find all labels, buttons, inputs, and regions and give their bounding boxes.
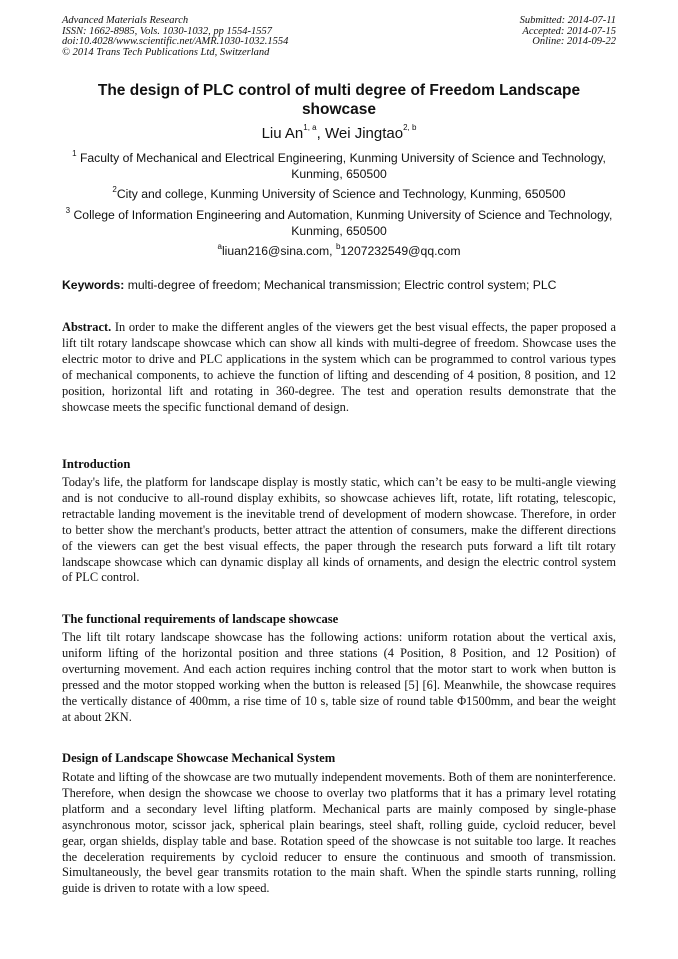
abstract-label: Abstract. [62,320,112,334]
keywords-text: multi-degree of freedom; Mechanical transmission; Electric control system; PLC [124,278,557,292]
author-list [62,125,616,143]
section-heading-mechanical-system: Design of Landscape Showcase Mechanical System [62,751,336,765]
journal-issn: ISSN: 1662-8985, Vols. 1030-1032, pp 1554-1557 [62,25,272,37]
paper-title: The design of PLC control of multi degree of Freedom Landscape showcase [97,82,581,118]
section-text-mechanical-system: Rotate and lifting of the showcase are two mutually independent movements. Both of them are noninterference. Therefore, when design the showcase we choose to overlay two platforms that it has a primary level rotating platform and a secondary level lifting platform. Mechanical parts are mainly composed by single-phase asynchronous motor, scissor jack, spherical plain bearings, steel shaft, rolling guide, cycloid reducer, bevel gear, organ shields, display table and base. Rotation speed of the showcase is not suitable too large. It reaches the deceleration requirements by cycloid reducer to ensure the continuous and smooth of transmission. Simultaneously, the bevel gear transmits rotation to the main shaft. When the spindle starts running, rolling guide is driven to rotate with a low speed. [62,770,616,896]
keywords-label: Keywords: [62,278,125,292]
journal-info [62,16,288,58]
keywords [62,278,616,293]
email-a-sup: a [217,242,222,251]
affiliation-1-text: Faculty of Mechanical and Electrical Engineering, Kunming University of Science and Technology, Kunming, 650500 [79,151,606,181]
submitted-date: Submitted: 2014-07-11 [519,15,616,26]
affiliation-3-text: College of Information Engineering and Automation, Kunming University of Science and Technology, Kunming, 650500 [73,208,613,238]
author-1-sup: 1, a [303,123,317,132]
affiliation-1-sup: 1 [72,149,77,158]
email-a: liuan216@sina.com, [221,244,336,258]
author-2-sup: 2, b [403,123,417,132]
affiliation-2-sup: 2 [112,185,117,194]
journal-name: Advanced Materials Research [62,15,189,26]
affiliation-3 [62,208,616,239]
affiliation-1 [62,151,616,182]
email-b-sup: b [335,242,341,251]
affiliation-3-sup: 3 [65,206,71,215]
dates-info [520,16,616,48]
author-2: Wei Jingtao [324,125,404,142]
email-b: 1207232549@qq.com [340,244,461,258]
author-1: Liu An [261,125,304,142]
abstract [62,320,616,415]
section-text-introduction: Today's life, the platform for landscape display is mostly static, which can’t be easy to be multi-angle viewing and is not conducive to all-round display exhibits, so showcase achieves lift, rotate, lift rotating, telescopic, retractable landing movement is the inevitable trend of development of modern showcase. Therefore, in order to better show the merchant's products, better attract the attention of consumers, make the different directions of the viewers can get the best visual effects, the paper through the research puts forward a lift tilt rotary landscape showcase which can dynamic display all kinds of ornaments, and design the electric control system of PLC control. [62,475,616,585]
email-line [62,244,616,260]
section-heading-introduction: Introduction [62,457,131,471]
section-heading-functional-requirements: The functional requirements of landscape showcase [62,612,339,626]
section-text-functional-requirements: The lift tilt rotary landscape showcase has the following actions: uniform rotation about the vertical axis, uniform lifting of the horizontal position and three stations (4 Position, 8 Position, and 12 Position) of overturning movement. And each action requires inching control that the motor start to work when button is pressed and the motor stopped working when the button is released [5] [6]. Meanwhile, the showcase requires the vertically distance of 400mm, a rise time of 10 s, table size of round table Φ1500mm, and bear the weight at about 2KN. [62,630,616,724]
online-date: Online: 2014-09-22 [532,36,616,47]
affiliation-2 [62,187,616,203]
journal-copyright: © 2014 Trans Tech Publications Ltd, Switzerland [62,46,270,58]
affiliation-2-text: City and college, Kunming University of Science and Technology, Kunming, 650500 [116,187,566,201]
author-separator: , [316,125,325,142]
accepted-date: Accepted: 2014-07-15 [522,25,616,37]
abstract-text: In order to make the different angles of the viewers get the best visual effects, the paper proposed a lift tilt rotary landscape showcase which can show all kinds with multi-degree of freedom. Showcase uses the electric motor to drive and PLC applications in the system which can be programmed to control various types of mechanical components, to achieve the function of lifting and descending of 4 position, 8 position, and 12 position, horizontal lift and rotating in 360-degree. The test and operation results demonstrate that the showcase meets the specific functional demand of design. [62,320,616,414]
journal-doi: doi:10.4028/www.scientific.net/AMR.1030-1032.1554 [62,36,289,47]
